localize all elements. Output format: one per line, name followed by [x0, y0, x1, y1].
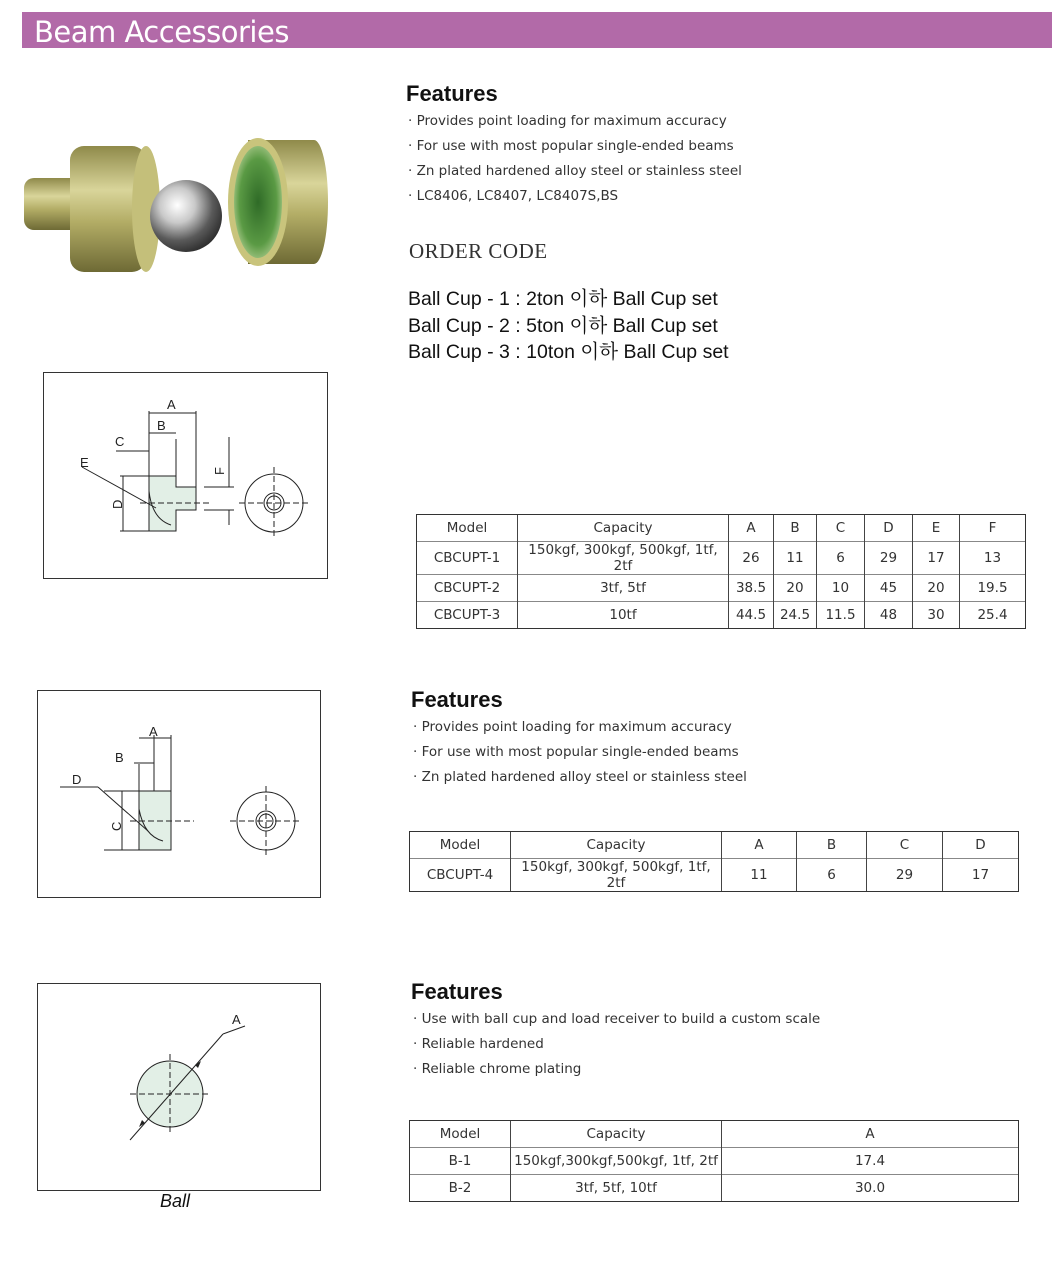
dim-label-c: C	[109, 821, 124, 831]
table-cell: 6	[817, 542, 865, 575]
table-cell: 20	[774, 575, 817, 602]
table-cell: 10	[817, 575, 865, 602]
features-title: Features	[411, 979, 503, 1004]
table-row	[417, 602, 1026, 629]
feature-item: · Reliable chrome plating	[413, 1061, 582, 1077]
table-cell: 48	[865, 602, 913, 629]
feature-item: · For use with most popular single-ended beams	[413, 744, 739, 760]
features-title: Features	[411, 687, 503, 712]
table-cell: 17.4	[722, 1148, 1019, 1175]
feature-item: · Reliable hardened	[413, 1036, 544, 1052]
dim-label-d: D	[72, 772, 82, 787]
table-row	[410, 1175, 1019, 1202]
features-title: Features	[406, 81, 498, 106]
table-cell: 29	[865, 542, 913, 575]
ball-icon	[150, 180, 222, 252]
column-header: Capacity	[511, 1121, 722, 1148]
table-cell: 44.5	[729, 602, 774, 629]
table-cell: 45	[865, 575, 913, 602]
table-row	[410, 859, 1019, 892]
features-list	[408, 109, 742, 209]
spec-table-ball	[409, 1120, 1019, 1202]
dim-label-b: B	[115, 750, 124, 765]
feature-item: · Zn plated hardened alloy steel or stainless steel	[413, 769, 747, 785]
feature-item: · Provides point loading for maximum accuracy	[408, 113, 727, 129]
dim-label-e: E	[80, 455, 89, 470]
table-cell: CBCUPT-3	[417, 602, 518, 629]
table-row	[417, 542, 1026, 575]
features-list	[413, 715, 747, 790]
ball-diagram-icon	[38, 984, 320, 1190]
table-row	[417, 575, 1026, 602]
table-cell: 11	[774, 542, 817, 575]
table-cell: 11.5	[817, 602, 865, 629]
table-cell: 26	[729, 542, 774, 575]
column-header: A	[722, 1121, 1019, 1148]
table-cell: 30.0	[722, 1175, 1019, 1202]
table-cell: CBCUPT-1	[417, 542, 518, 575]
dim-label-a: A	[167, 397, 176, 412]
table-cell: B-2	[410, 1175, 511, 1202]
table-cell: 150kgf, 300kgf, 500kgf, 1tf, 2tf	[518, 542, 729, 575]
column-header: D	[943, 832, 1019, 859]
table-cell: 30	[913, 602, 960, 629]
column-header: C	[867, 832, 943, 859]
column-header: B	[797, 832, 867, 859]
order-code-item: Ball Cup - 3 : 10ton 이하 Ball Cup set	[408, 341, 729, 363]
dimension-diagram-cbcupt	[43, 372, 328, 579]
order-code-title: ORDER CODE	[409, 239, 548, 263]
table-cell: 24.5	[774, 602, 817, 629]
column-header: B	[774, 515, 817, 542]
column-header: D	[865, 515, 913, 542]
column-header: A	[729, 515, 774, 542]
feature-item: · Zn plated hardened alloy steel or stainless steel	[408, 163, 742, 179]
diagram-caption: Ball	[160, 1191, 191, 1211]
dim-label-a: A	[232, 1012, 241, 1027]
page-title: Beam Accessories	[34, 15, 289, 49]
table-cell: B-1	[410, 1148, 511, 1175]
feature-item: · For use with most popular single-ended beams	[408, 138, 734, 154]
features-list	[413, 1007, 820, 1082]
spec-table-cbcupt	[416, 514, 1026, 629]
header-banner	[22, 12, 1052, 48]
feature-item: · Provides point loading for maximum accuracy	[413, 719, 732, 735]
dim-label-a: A	[149, 724, 158, 739]
column-header: E	[913, 515, 960, 542]
table-cell: 29	[867, 859, 943, 892]
dimension-diagram-cbcupt4	[37, 690, 321, 898]
cup-piece-icon	[24, 146, 160, 272]
cup-receiver-icon	[228, 138, 328, 266]
table-cell: 19.5	[960, 575, 1026, 602]
table-header-row	[410, 832, 1019, 859]
column-header: F	[960, 515, 1026, 542]
feature-item: · Use with ball cup and load receiver to build a custom scale	[413, 1011, 821, 1027]
table-cell: CBCUPT-2	[417, 575, 518, 602]
table-cell: 10tf	[518, 602, 729, 629]
table-cell: 3tf, 5tf	[518, 575, 729, 602]
feature-item: · LC8406, LC8407, LC8407S,BS	[408, 188, 619, 204]
table-cell: 38.5	[729, 575, 774, 602]
column-header: Model	[417, 515, 518, 542]
table-cell: 17	[943, 859, 1019, 892]
column-header: Model	[410, 1121, 511, 1148]
dim-label-f: F	[212, 467, 227, 475]
table-cell: CBCUPT-4	[410, 859, 511, 892]
dim-label-b: B	[157, 418, 166, 433]
column-header: Capacity	[511, 832, 722, 859]
table-cell: 25.4	[960, 602, 1026, 629]
table-cell: 150kgf, 300kgf, 500kgf, 1tf, 2tf	[511, 859, 722, 892]
column-header: C	[817, 515, 865, 542]
order-code-list	[408, 286, 729, 366]
table-cell: 11	[722, 859, 797, 892]
dim-label-c: C	[115, 434, 125, 449]
spec-table-cbcupt4	[409, 831, 1019, 892]
column-header: A	[722, 832, 797, 859]
dim-label-d: D	[110, 499, 125, 509]
table-cell: 13	[960, 542, 1026, 575]
table-header-row	[410, 1121, 1019, 1148]
table-header-row	[417, 515, 1026, 542]
table-cell: 17	[913, 542, 960, 575]
column-header: Model	[410, 832, 511, 859]
table-cell: 3tf, 5tf, 10tf	[511, 1175, 722, 1202]
table-cell: 150kgf,300kgf,500kgf, 1tf, 2tf	[511, 1148, 722, 1175]
table-cell: 20	[913, 575, 960, 602]
dimension-diagram-ball	[37, 983, 321, 1191]
table-row	[410, 1148, 1019, 1175]
column-header: Capacity	[518, 515, 729, 542]
cup-diagram-icon	[44, 373, 327, 578]
order-code-item: Ball Cup - 1 : 2ton 이하 Ball Cup set	[408, 288, 718, 310]
order-code-item: Ball Cup - 2 : 5ton 이하 Ball Cup set	[408, 314, 718, 337]
cup-diagram-icon	[38, 691, 320, 897]
product-photo	[18, 120, 338, 285]
table-cell: 6	[797, 859, 867, 892]
